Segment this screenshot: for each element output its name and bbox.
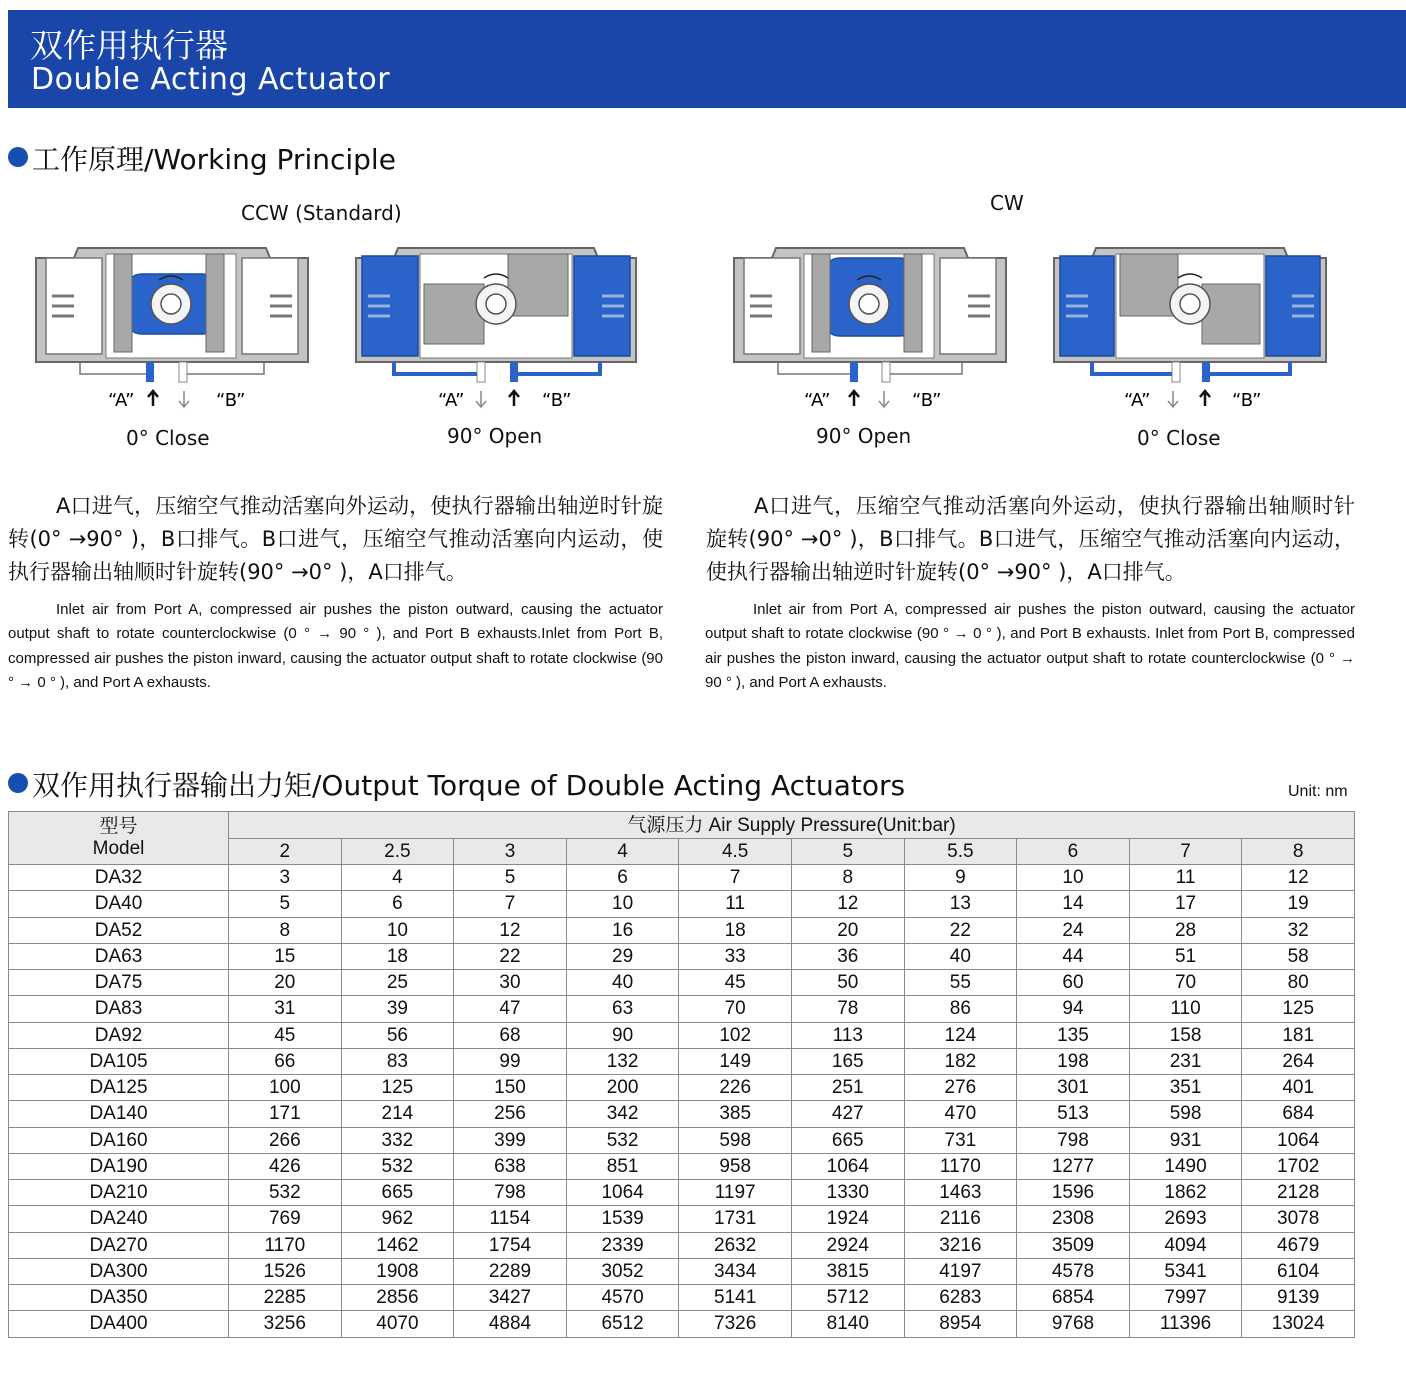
pressure-col-header: 5 (791, 839, 904, 865)
torque-cell: 99 (454, 1048, 567, 1074)
torque-cell: 684 (1242, 1101, 1355, 1127)
torque-cell: 962 (341, 1206, 454, 1232)
model-cell: DA40 (9, 891, 229, 917)
table-row (9, 1285, 1355, 1311)
torque-cell: 198 (1017, 1048, 1130, 1074)
model-header: 型号 Model (9, 812, 229, 865)
pressure-col-header: 4 (566, 839, 679, 865)
torque-cell: 39 (341, 996, 454, 1022)
model-cell: DA300 (9, 1258, 229, 1284)
torque-cell: 7326 (679, 1311, 792, 1337)
model-cell: DA75 (9, 970, 229, 996)
unit-label: Unit: nm (1288, 783, 1348, 800)
pressure-col-header: 2 (229, 839, 342, 865)
torque-cell: 5141 (679, 1285, 792, 1311)
torque-cell: 1197 (679, 1180, 792, 1206)
torque-cell: 798 (454, 1180, 567, 1206)
port-b-label: “B” (1232, 390, 1262, 411)
torque-cell: 6283 (904, 1285, 1017, 1311)
torque-cell: 6 (341, 891, 454, 917)
port-a-label: “A” (108, 390, 135, 411)
torque-cell: 32 (1242, 917, 1355, 943)
torque-cell: 31 (229, 996, 342, 1022)
torque-cell: 231 (1129, 1048, 1242, 1074)
port-b-label: “B” (216, 390, 246, 411)
torque-cell: 1330 (791, 1180, 904, 1206)
torque-cell: 44 (1017, 943, 1130, 969)
torque-cell: 51 (1129, 943, 1242, 969)
torque-cell: 2289 (454, 1258, 567, 1284)
torque-cell: 90 (566, 1022, 679, 1048)
exhaust-arrow-icon (179, 391, 189, 407)
torque-cell: 15 (229, 943, 342, 969)
torque-cell: 12 (1242, 865, 1355, 891)
header-title-zh: 双作用执行器 (30, 26, 228, 65)
torque-cell: 532 (566, 1127, 679, 1153)
torque-cell: 256 (454, 1101, 567, 1127)
pressure-col-header: 7 (1129, 839, 1242, 865)
table-row (9, 943, 1355, 969)
torque-cell: 4884 (454, 1311, 567, 1337)
torque-cell: 1064 (1242, 1127, 1355, 1153)
pressure-col-header: 3 (454, 839, 567, 865)
model-cell: DA83 (9, 996, 229, 1022)
torque-cell: 2856 (341, 1285, 454, 1311)
torque-cell: 2924 (791, 1232, 904, 1258)
torque-cell: 2632 (679, 1232, 792, 1258)
torque-cell: 150 (454, 1075, 567, 1101)
torque-cell: 1731 (679, 1206, 792, 1232)
torque-cell: 29 (566, 943, 679, 969)
actuator-diagram-ccw-open (354, 244, 638, 419)
table-row (9, 1153, 1355, 1179)
port-a-label: “A” (438, 390, 465, 411)
torque-cell: 470 (904, 1101, 1017, 1127)
port-b-label: “B” (542, 390, 572, 411)
model-cell: DA190 (9, 1153, 229, 1179)
torque-cell: 276 (904, 1075, 1017, 1101)
torque-cell: 1064 (791, 1153, 904, 1179)
table-row (9, 1127, 1355, 1153)
torque-cell: 9139 (1242, 1285, 1355, 1311)
inlet-arrow-icon (849, 391, 859, 406)
torque-cell: 1908 (341, 1258, 454, 1284)
torque-cell: 4 (341, 865, 454, 891)
torque-cell: 931 (1129, 1127, 1242, 1153)
torque-cell: 8954 (904, 1311, 1017, 1337)
torque-cell: 3427 (454, 1285, 567, 1311)
cw-description-en: Inlet air from Port A, compressed air pushes the piston outward, causing the actuator output shaft to rotate clockwise (90 ° → 0 ° ), and Port B exhausts. Inlet from Port B, compressed air pushes the piston inward, causing the actuator output shaft to rotate counterclockwise (0 ° → 90 ° ), and Port A exhausts. (705, 601, 1355, 691)
torque-cell: 427 (791, 1101, 904, 1127)
model-cell: DA160 (9, 1127, 229, 1153)
torque-cell: 1526 (229, 1258, 342, 1284)
torque-cell: 301 (1017, 1075, 1130, 1101)
torque-cell: 22 (454, 943, 567, 969)
torque-cell: 638 (454, 1153, 567, 1179)
torque-cell: 6 (566, 865, 679, 891)
torque-cell: 12 (791, 891, 904, 917)
torque-cell: 165 (791, 1048, 904, 1074)
torque-cell: 60 (1017, 970, 1130, 996)
exhaust-arrow-icon (476, 391, 486, 407)
torque-cell: 70 (1129, 970, 1242, 996)
torque-cell: 11 (1129, 865, 1242, 891)
torque-cell: 36 (791, 943, 904, 969)
torque-cell: 9 (904, 865, 1017, 891)
torque-cell: 1154 (454, 1206, 567, 1232)
torque-cell: 426 (229, 1153, 342, 1179)
torque-cell: 28 (1129, 917, 1242, 943)
torque-cell: 40 (904, 943, 1017, 969)
cw-label: CW (990, 191, 1024, 215)
torque-cell: 10 (566, 891, 679, 917)
torque-cell: 2128 (1242, 1180, 1355, 1206)
torque-cell: 33 (679, 943, 792, 969)
torque-cell: 1170 (904, 1153, 1017, 1179)
torque-cell: 665 (791, 1127, 904, 1153)
model-cell: DA63 (9, 943, 229, 969)
pressure-col-header: 5.5 (904, 839, 1017, 865)
bullet-icon (8, 147, 28, 167)
torque-cell: 102 (679, 1022, 792, 1048)
torque-cell: 18 (341, 943, 454, 969)
model-cell: DA400 (9, 1311, 229, 1337)
torque-cell: 11 (679, 891, 792, 917)
torque-cell: 181 (1242, 1022, 1355, 1048)
model-cell: DA125 (9, 1075, 229, 1101)
torque-cell: 20 (229, 970, 342, 996)
torque-cell: 110 (1129, 996, 1242, 1022)
torque-cell: 532 (341, 1153, 454, 1179)
port-a-label: “A” (1124, 390, 1151, 411)
torque-cell: 124 (904, 1022, 1017, 1048)
model-cell: DA210 (9, 1180, 229, 1206)
torque-cell: 22 (904, 917, 1017, 943)
torque-cell: 19 (1242, 891, 1355, 917)
torque-cell: 3078 (1242, 1206, 1355, 1232)
table-row (9, 891, 1355, 917)
torque-cell: 7997 (1129, 1285, 1242, 1311)
torque-cell: 1170 (229, 1232, 342, 1258)
torque-cell: 5 (454, 865, 567, 891)
torque-cell: 1064 (566, 1180, 679, 1206)
torque-cell: 731 (904, 1127, 1017, 1153)
torque-cell: 25 (341, 970, 454, 996)
table-row (9, 970, 1355, 996)
table-row (9, 1232, 1355, 1258)
torque-cell: 135 (1017, 1022, 1130, 1048)
actuator-diagram-ccw-close (34, 244, 310, 419)
model-cell: DA52 (9, 917, 229, 943)
torque-cell: 9768 (1017, 1311, 1130, 1337)
exhaust-arrow-icon (1168, 391, 1178, 407)
torque-cell: 149 (679, 1048, 792, 1074)
pressure-col-header: 2.5 (341, 839, 454, 865)
torque-cell: 1702 (1242, 1153, 1355, 1179)
port-a-label: “A” (804, 390, 831, 411)
torque-cell: 200 (566, 1075, 679, 1101)
torque-cell: 12 (454, 917, 567, 943)
table-row (9, 1101, 1355, 1127)
torque-cell: 8 (229, 917, 342, 943)
table-row (9, 1075, 1355, 1101)
torque-cell: 16 (566, 917, 679, 943)
torque-cell: 1277 (1017, 1153, 1130, 1179)
torque-cell: 70 (679, 996, 792, 1022)
pressure-col-header: 6 (1017, 839, 1130, 865)
torque-cell: 50 (791, 970, 904, 996)
model-cell: DA270 (9, 1232, 229, 1258)
torque-cell: 20 (791, 917, 904, 943)
table-row (9, 865, 1355, 891)
table-row (9, 996, 1355, 1022)
torque-cell: 665 (341, 1180, 454, 1206)
torque-cell: 351 (1129, 1075, 1242, 1101)
torque-table (8, 811, 1355, 1338)
torque-cell: 399 (454, 1127, 567, 1153)
torque-cell: 18 (679, 917, 792, 943)
working-principle-title: 工作原理/Working Principle (8, 138, 396, 178)
torque-cell: 5341 (1129, 1258, 1242, 1284)
torque-cell: 6512 (566, 1311, 679, 1337)
torque-cell: 63 (566, 996, 679, 1022)
torque-cell: 94 (1017, 996, 1130, 1022)
torque-cell: 55 (904, 970, 1017, 996)
torque-cell: 113 (791, 1022, 904, 1048)
torque-cell: 532 (229, 1180, 342, 1206)
torque-cell: 78 (791, 996, 904, 1022)
torque-cell: 3509 (1017, 1232, 1130, 1258)
torque-cell: 769 (229, 1206, 342, 1232)
torque-cell: 214 (341, 1101, 454, 1127)
torque-cell: 11396 (1129, 1311, 1242, 1337)
torque-cell: 8 (791, 865, 904, 891)
torque-cell: 264 (1242, 1048, 1355, 1074)
torque-cell: 125 (341, 1075, 454, 1101)
ccw-description-en: Inlet air from Port A, compressed air pushes the piston outward, causing the actuator output shaft to rotate counterclockwise (0 ° → 90 ° ), and Port B exhausts.Inlet from Port B, compressed air pushes the piston inward, causing the actuator output shaft to rotate clockwise (90 ° → 0 ° ), and Port A exhausts. (8, 601, 663, 691)
table-row (9, 1206, 1355, 1232)
caption-ccw-open: 90° Open (447, 424, 543, 448)
caption-ccw-close: 0° Close (126, 426, 210, 450)
torque-cell: 45 (679, 970, 792, 996)
torque-cell: 10 (1017, 865, 1130, 891)
table-row (9, 1180, 1355, 1206)
torque-cell: 2339 (566, 1232, 679, 1258)
torque-cell: 3256 (229, 1311, 342, 1337)
port-b-label: “B” (912, 390, 942, 411)
torque-cell: 3 (229, 865, 342, 891)
torque-cell: 83 (341, 1048, 454, 1074)
torque-cell: 45 (229, 1022, 342, 1048)
header-title-en: Double Acting Actuator (31, 62, 391, 97)
torque-cell: 1862 (1129, 1180, 1242, 1206)
model-cell: DA350 (9, 1285, 229, 1311)
torque-cell: 10 (341, 917, 454, 943)
torque-cell: 513 (1017, 1101, 1130, 1127)
model-cell: DA92 (9, 1022, 229, 1048)
torque-cell: 1754 (454, 1232, 567, 1258)
torque-cell: 4570 (566, 1285, 679, 1311)
table-row (9, 917, 1355, 943)
torque-cell: 66 (229, 1048, 342, 1074)
torque-cell: 7 (679, 865, 792, 891)
table-row (9, 1048, 1355, 1074)
torque-cell: 1924 (791, 1206, 904, 1232)
exhaust-arrow-icon (879, 391, 889, 407)
model-cell: DA105 (9, 1048, 229, 1074)
torque-cell: 958 (679, 1153, 792, 1179)
table-row (9, 1258, 1355, 1284)
torque-cell: 2693 (1129, 1206, 1242, 1232)
torque-cell: 598 (1129, 1101, 1242, 1127)
torque-cell: 6104 (1242, 1258, 1355, 1284)
actuator-diagram-cw-close (1052, 244, 1328, 419)
torque-cell: 3434 (679, 1258, 792, 1284)
pressure-header: 气源压力 Air Supply Pressure(Unit:bar) (229, 812, 1355, 839)
model-cell: DA140 (9, 1101, 229, 1127)
table-row (9, 1311, 1355, 1337)
torque-cell: 86 (904, 996, 1017, 1022)
torque-cell: 182 (904, 1048, 1017, 1074)
torque-cell: 30 (454, 970, 567, 996)
torque-cell: 4094 (1129, 1232, 1242, 1258)
torque-cell: 385 (679, 1101, 792, 1127)
torque-cell: 47 (454, 996, 567, 1022)
actuator-diagram-cw-open (732, 244, 1008, 419)
torque-cell: 598 (679, 1127, 792, 1153)
caption-cw-open: 90° Open (816, 424, 912, 448)
torque-cell: 171 (229, 1101, 342, 1127)
model-cell: DA32 (9, 865, 229, 891)
pressure-col-header: 4.5 (679, 839, 792, 865)
torque-cell: 68 (454, 1022, 567, 1048)
output-torque-title: 双作用执行器输出力矩/Output Torque of Double Acting Actuators (8, 764, 905, 804)
bullet-icon (8, 773, 28, 793)
torque-cell: 851 (566, 1153, 679, 1179)
torque-cell: 40 (566, 970, 679, 996)
torque-cell: 1596 (1017, 1180, 1130, 1206)
torque-cell: 1539 (566, 1206, 679, 1232)
torque-cell: 401 (1242, 1075, 1355, 1101)
torque-cell: 1463 (904, 1180, 1017, 1206)
inlet-arrow-icon (148, 391, 158, 406)
torque-cell: 2308 (1017, 1206, 1130, 1232)
inlet-arrow-icon (509, 391, 519, 406)
torque-cell: 332 (341, 1127, 454, 1153)
table-row (9, 1022, 1355, 1048)
header-banner (8, 10, 1406, 108)
torque-cell: 7 (454, 891, 567, 917)
torque-cell: 58 (1242, 943, 1355, 969)
torque-cell: 1490 (1129, 1153, 1242, 1179)
torque-cell: 4197 (904, 1258, 1017, 1284)
ccw-label: CCW (Standard) (241, 201, 402, 225)
torque-cell: 266 (229, 1127, 342, 1153)
torque-cell: 13 (904, 891, 1017, 917)
torque-cell: 17 (1129, 891, 1242, 917)
torque-cell: 4679 (1242, 1232, 1355, 1258)
torque-cell: 3216 (904, 1232, 1017, 1258)
inlet-arrow-icon (1200, 391, 1210, 406)
torque-cell: 4070 (341, 1311, 454, 1337)
torque-cell: 5712 (791, 1285, 904, 1311)
torque-cell: 2285 (229, 1285, 342, 1311)
torque-cell: 13024 (1242, 1311, 1355, 1337)
cw-description-zh: A口进气，压缩空气推动活塞向外运动，使执行器输出轴顺时针旋转(90° →0° )，B口排气。B口进气，压缩空气推动活塞向内运动，使执行器输出轴逆时针旋转(0° →90° )，A口排气。 (706, 494, 1355, 584)
torque-cell: 14 (1017, 891, 1130, 917)
torque-cell: 3052 (566, 1258, 679, 1284)
torque-cell: 24 (1017, 917, 1130, 943)
torque-cell: 3815 (791, 1258, 904, 1284)
torque-cell: 158 (1129, 1022, 1242, 1048)
torque-cell: 251 (791, 1075, 904, 1101)
torque-cell: 342 (566, 1101, 679, 1127)
torque-cell: 1462 (341, 1232, 454, 1258)
ccw-description-zh: A口进气，压缩空气推动活塞向外运动，使执行器输出轴逆时针旋转(0° →90° )，B口排气。B口进气，压缩空气推动活塞向内运动，使执行器输出轴顺时针旋转(90° →0° )，A口排气。 (8, 494, 663, 584)
model-cell: DA240 (9, 1206, 229, 1232)
torque-cell: 5 (229, 891, 342, 917)
torque-cell: 8140 (791, 1311, 904, 1337)
torque-cell: 4578 (1017, 1258, 1130, 1284)
torque-cell: 80 (1242, 970, 1355, 996)
torque-cell: 132 (566, 1048, 679, 1074)
torque-cell: 125 (1242, 996, 1355, 1022)
torque-cell: 226 (679, 1075, 792, 1101)
caption-cw-close: 0° Close (1137, 426, 1221, 450)
pressure-col-header: 8 (1242, 839, 1355, 865)
torque-cell: 2116 (904, 1206, 1017, 1232)
torque-cell: 100 (229, 1075, 342, 1101)
torque-cell: 798 (1017, 1127, 1130, 1153)
torque-cell: 6854 (1017, 1285, 1130, 1311)
torque-cell: 56 (341, 1022, 454, 1048)
